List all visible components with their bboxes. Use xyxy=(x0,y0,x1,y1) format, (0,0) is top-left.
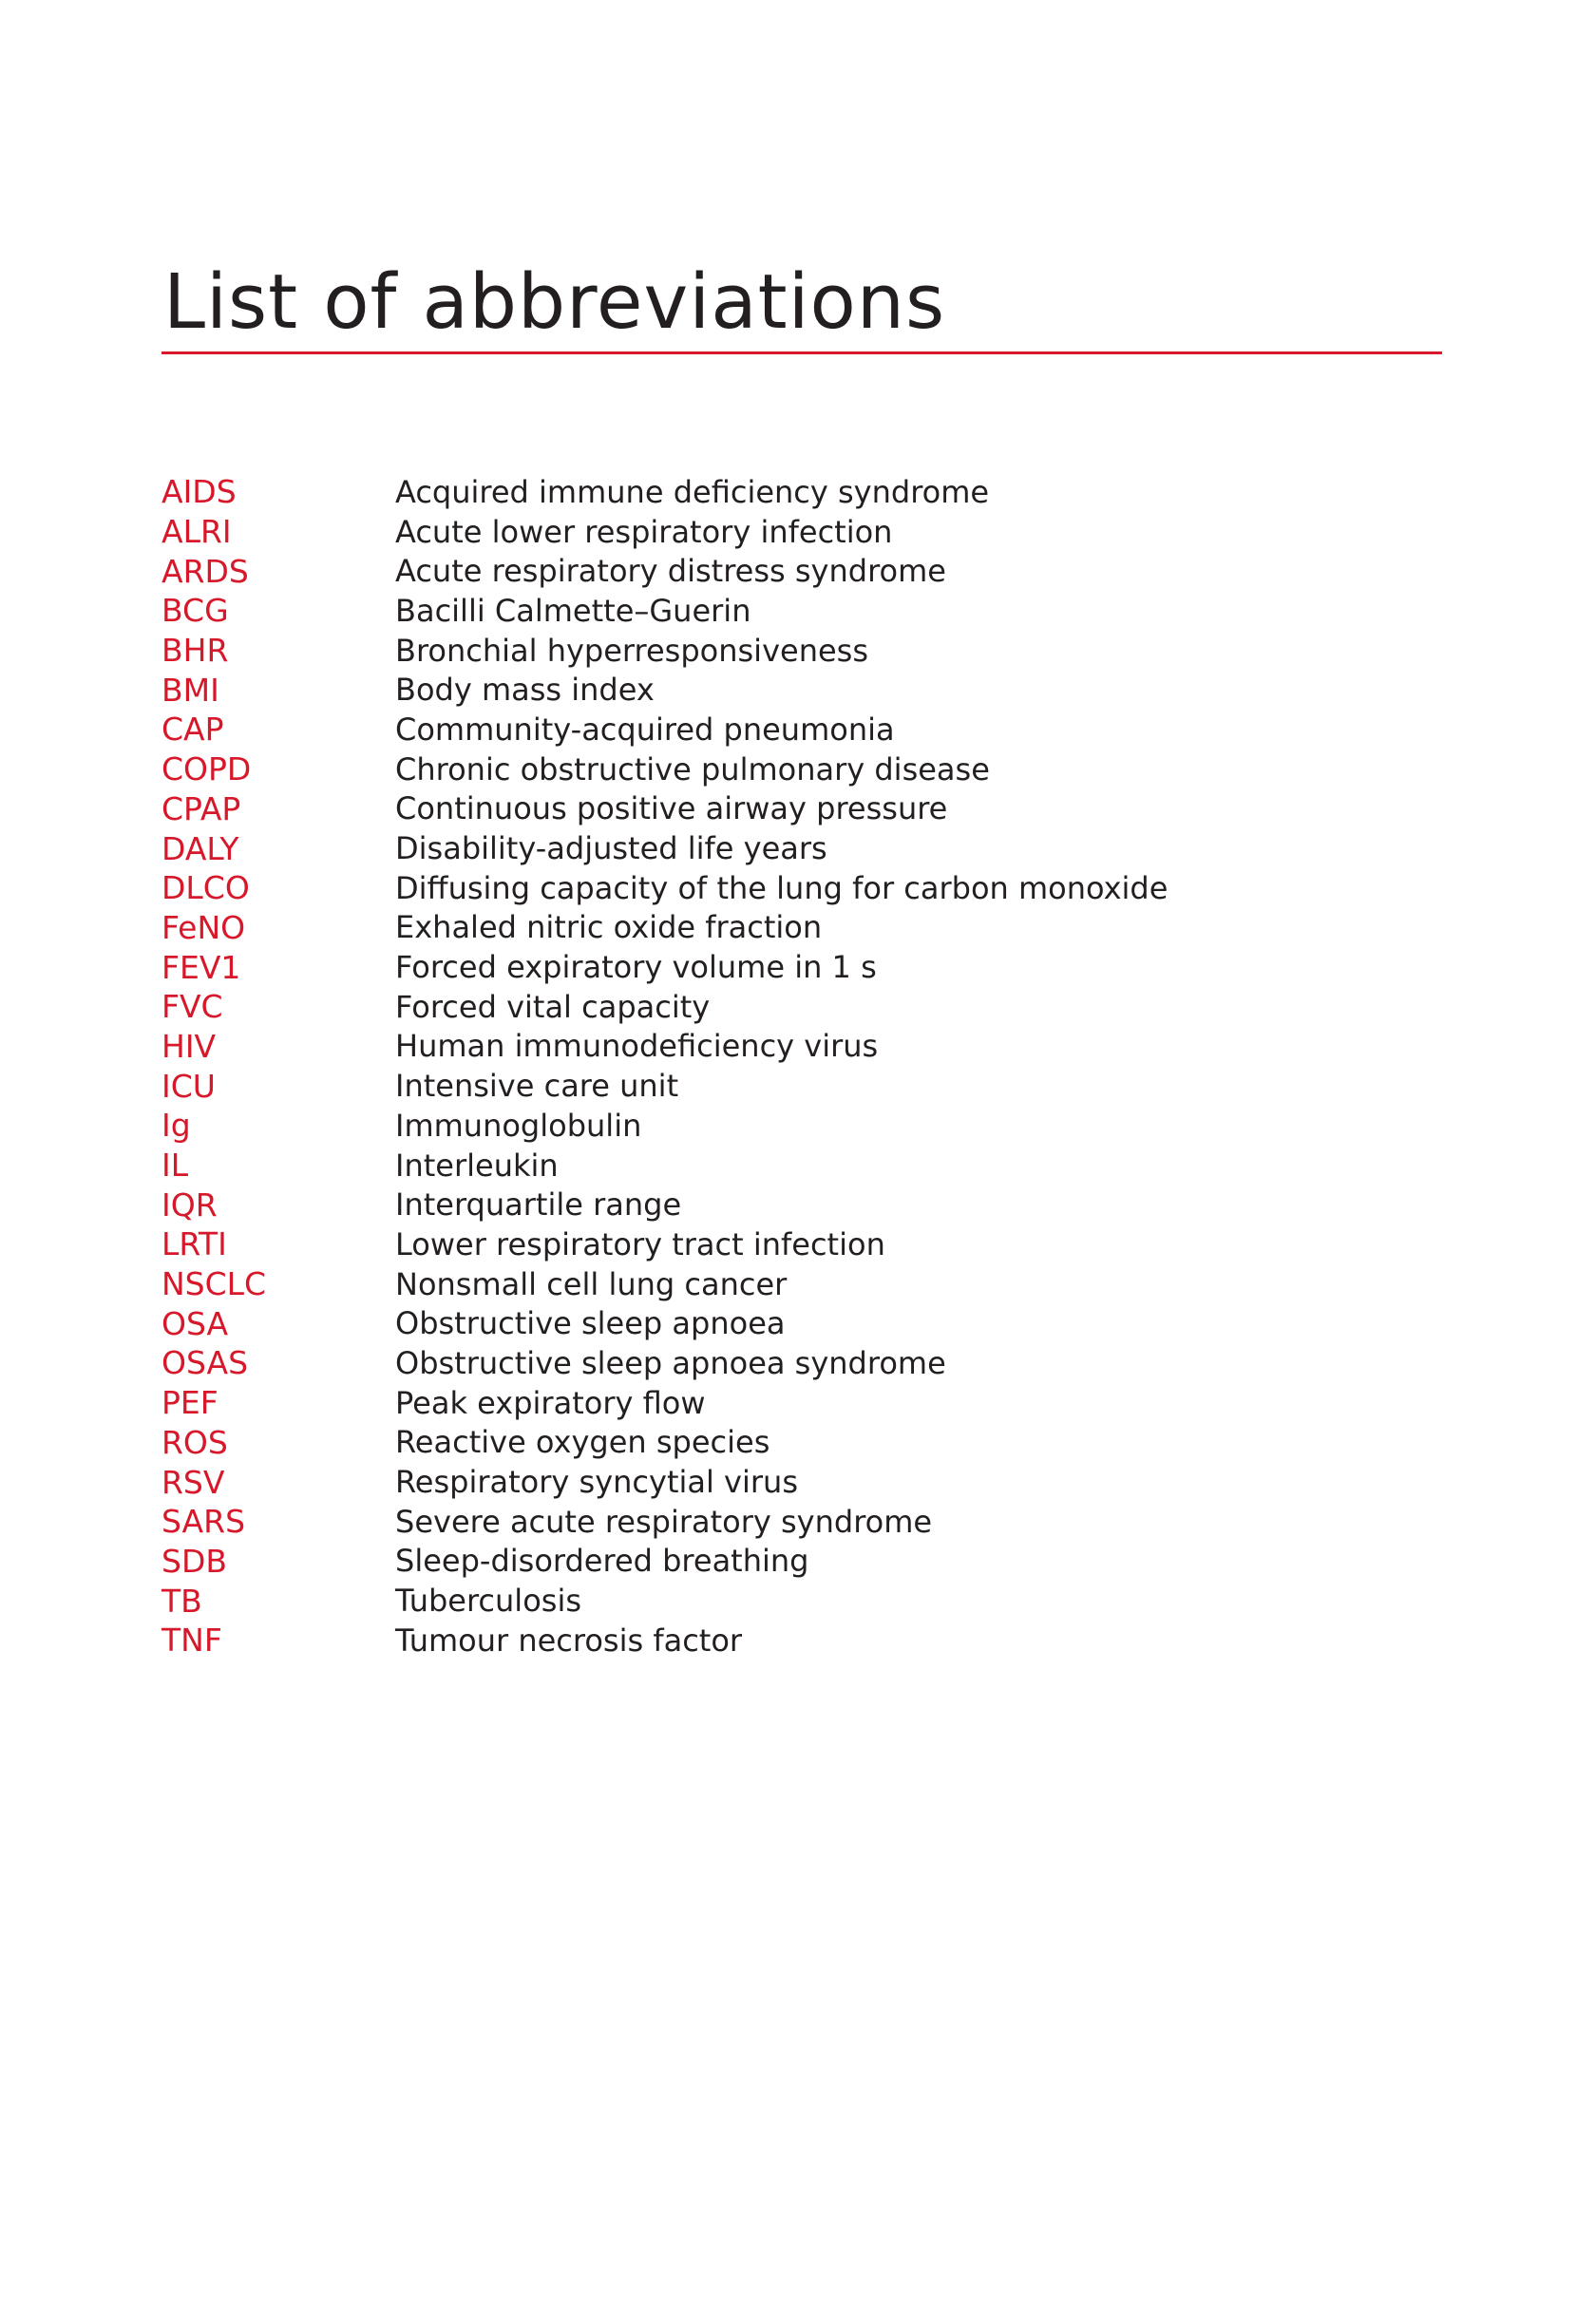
abbreviation-row xyxy=(162,1146,1434,1186)
abbreviation-term: SARS xyxy=(162,1503,246,1541)
abbreviation-definition: Respiratory syncytial virus xyxy=(395,1464,798,1501)
abbreviation-definition: Disability-adjusted life years xyxy=(395,830,827,867)
abbreviation-term: BHR xyxy=(162,632,229,670)
abbreviation-term: IQR xyxy=(162,1186,218,1224)
abbreviation-term: TNF xyxy=(162,1622,222,1660)
abbreviation-term: COPD xyxy=(162,750,252,788)
abbreviation-row xyxy=(162,789,1434,829)
abbreviation-term: NSCLC xyxy=(162,1265,267,1303)
abbreviation-row xyxy=(162,1303,1434,1343)
abbreviation-definition: Obstructive sleep apnoea syndrome xyxy=(395,1344,946,1381)
abbreviation-definition: Bronchial hyperresponsiveness xyxy=(395,632,868,669)
abbreviation-definition: Tuberculosis xyxy=(395,1583,581,1620)
abbreviation-row xyxy=(162,631,1434,671)
abbreviation-term: CAP xyxy=(162,711,224,749)
abbreviation-definition: Tumour necrosis factor xyxy=(395,1622,743,1659)
title-divider xyxy=(162,351,1442,354)
abbreviation-term: LRTI xyxy=(162,1225,227,1263)
abbreviation-term: AIDS xyxy=(162,473,237,511)
abbreviation-row xyxy=(162,908,1434,948)
abbreviation-definition: Nonsmall cell lung cancer xyxy=(395,1265,788,1302)
abbreviation-term: ROS xyxy=(162,1423,228,1461)
abbreviation-row xyxy=(162,1502,1434,1542)
abbreviation-row xyxy=(162,670,1434,710)
abbreviation-row xyxy=(162,710,1434,750)
abbreviation-term: ICU xyxy=(162,1067,216,1105)
abbreviation-row xyxy=(162,1581,1434,1621)
abbreviation-row xyxy=(162,1264,1434,1304)
abbreviation-term: TB xyxy=(162,1582,202,1620)
abbreviation-definition: Acquired immune deficiency syndrome xyxy=(395,473,990,510)
abbreviation-definition: Intensive care unit xyxy=(395,1068,679,1105)
abbreviation-row xyxy=(162,1066,1434,1106)
abbreviation-definition: Bacilli Calmette–Guerin xyxy=(395,592,751,629)
abbreviation-term: ALRI xyxy=(162,513,232,551)
abbreviation-definition: Acute respiratory distress syndrome xyxy=(395,553,946,590)
abbreviation-term: PEF xyxy=(162,1384,218,1422)
abbreviation-row xyxy=(162,472,1434,512)
abbreviation-definition: Community-acquired pneumonia xyxy=(395,711,895,748)
abbreviation-definition: Peak expiratory flow xyxy=(395,1384,706,1421)
abbreviation-term: FeNO xyxy=(162,908,246,946)
abbreviation-row xyxy=(162,551,1434,591)
abbreviation-definition: Reactive oxygen species xyxy=(395,1424,770,1461)
abbreviation-term: FEV1 xyxy=(162,948,241,986)
abbreviation-definition: Lower respiratory tract infection xyxy=(395,1225,885,1262)
abbreviation-term: DALY xyxy=(162,829,239,867)
abbreviation-row xyxy=(162,828,1434,868)
abbreviation-row xyxy=(162,868,1434,908)
abbreviation-definition: Forced expiratory volume in 1 s xyxy=(395,949,877,986)
abbreviation-term: SDB xyxy=(162,1542,227,1580)
abbreviation-row xyxy=(162,1462,1434,1502)
abbreviation-row xyxy=(162,1027,1434,1067)
abbreviation-row xyxy=(162,1621,1434,1660)
abbreviation-term: CPAP xyxy=(162,789,241,827)
abbreviation-term: HIV xyxy=(162,1027,217,1065)
abbreviation-definition: Acute lower respiratory infection xyxy=(395,513,893,550)
abbreviation-definition: Interquartile range xyxy=(395,1186,682,1224)
abbreviation-row xyxy=(162,750,1434,789)
abbreviation-row xyxy=(162,512,1434,552)
abbreviation-definition: Interleukin xyxy=(395,1147,559,1184)
abbreviation-definition: Forced vital capacity xyxy=(395,988,711,1025)
abbreviation-term: ARDS xyxy=(162,552,249,590)
abbreviation-row xyxy=(162,1106,1434,1146)
abbreviation-definition: Immunoglobulin xyxy=(395,1107,642,1144)
abbreviation-row xyxy=(162,1383,1434,1423)
abbreviation-definition: Severe acute respiratory syndrome xyxy=(395,1503,933,1540)
abbreviation-definition: Diffusing capacity of the lung for carbon monoxide xyxy=(395,869,1168,906)
abbreviation-row xyxy=(162,1343,1434,1383)
abbreviation-definition: Body mass index xyxy=(395,672,655,709)
abbreviation-row xyxy=(162,591,1434,631)
abbreviation-row xyxy=(162,1423,1434,1463)
abbreviation-definition: Continuous positive airway pressure xyxy=(395,790,948,827)
abbreviation-row xyxy=(162,987,1434,1027)
abbreviation-list xyxy=(162,472,1434,1660)
abbreviation-row xyxy=(162,1185,1434,1224)
abbreviation-row xyxy=(162,1542,1434,1582)
abbreviation-term: RSV xyxy=(162,1463,225,1501)
abbreviation-term: BMI xyxy=(162,671,219,709)
abbreviation-definition: Human immunodeficiency virus xyxy=(395,1028,879,1065)
abbreviation-term: OSAS xyxy=(162,1344,249,1382)
abbreviation-term: FVC xyxy=(162,988,223,1026)
abbreviation-definition: Sleep-disordered breathing xyxy=(395,1543,809,1580)
abbreviation-definition: Exhaled nitric oxide fraction xyxy=(395,909,823,946)
abbreviation-definition: Obstructive sleep apnoea xyxy=(395,1305,786,1342)
abbreviation-term: IL xyxy=(162,1147,189,1185)
abbreviation-row xyxy=(162,1224,1434,1264)
abbreviation-definition: Chronic obstructive pulmonary disease xyxy=(395,750,990,787)
abbreviation-row xyxy=(162,947,1434,987)
abbreviation-term: BCG xyxy=(162,592,229,630)
page-title: List of abbreviations xyxy=(163,258,946,346)
abbreviation-term: OSA xyxy=(162,1304,229,1342)
abbreviation-term: Ig xyxy=(162,1107,191,1145)
abbreviation-term: DLCO xyxy=(162,869,250,907)
